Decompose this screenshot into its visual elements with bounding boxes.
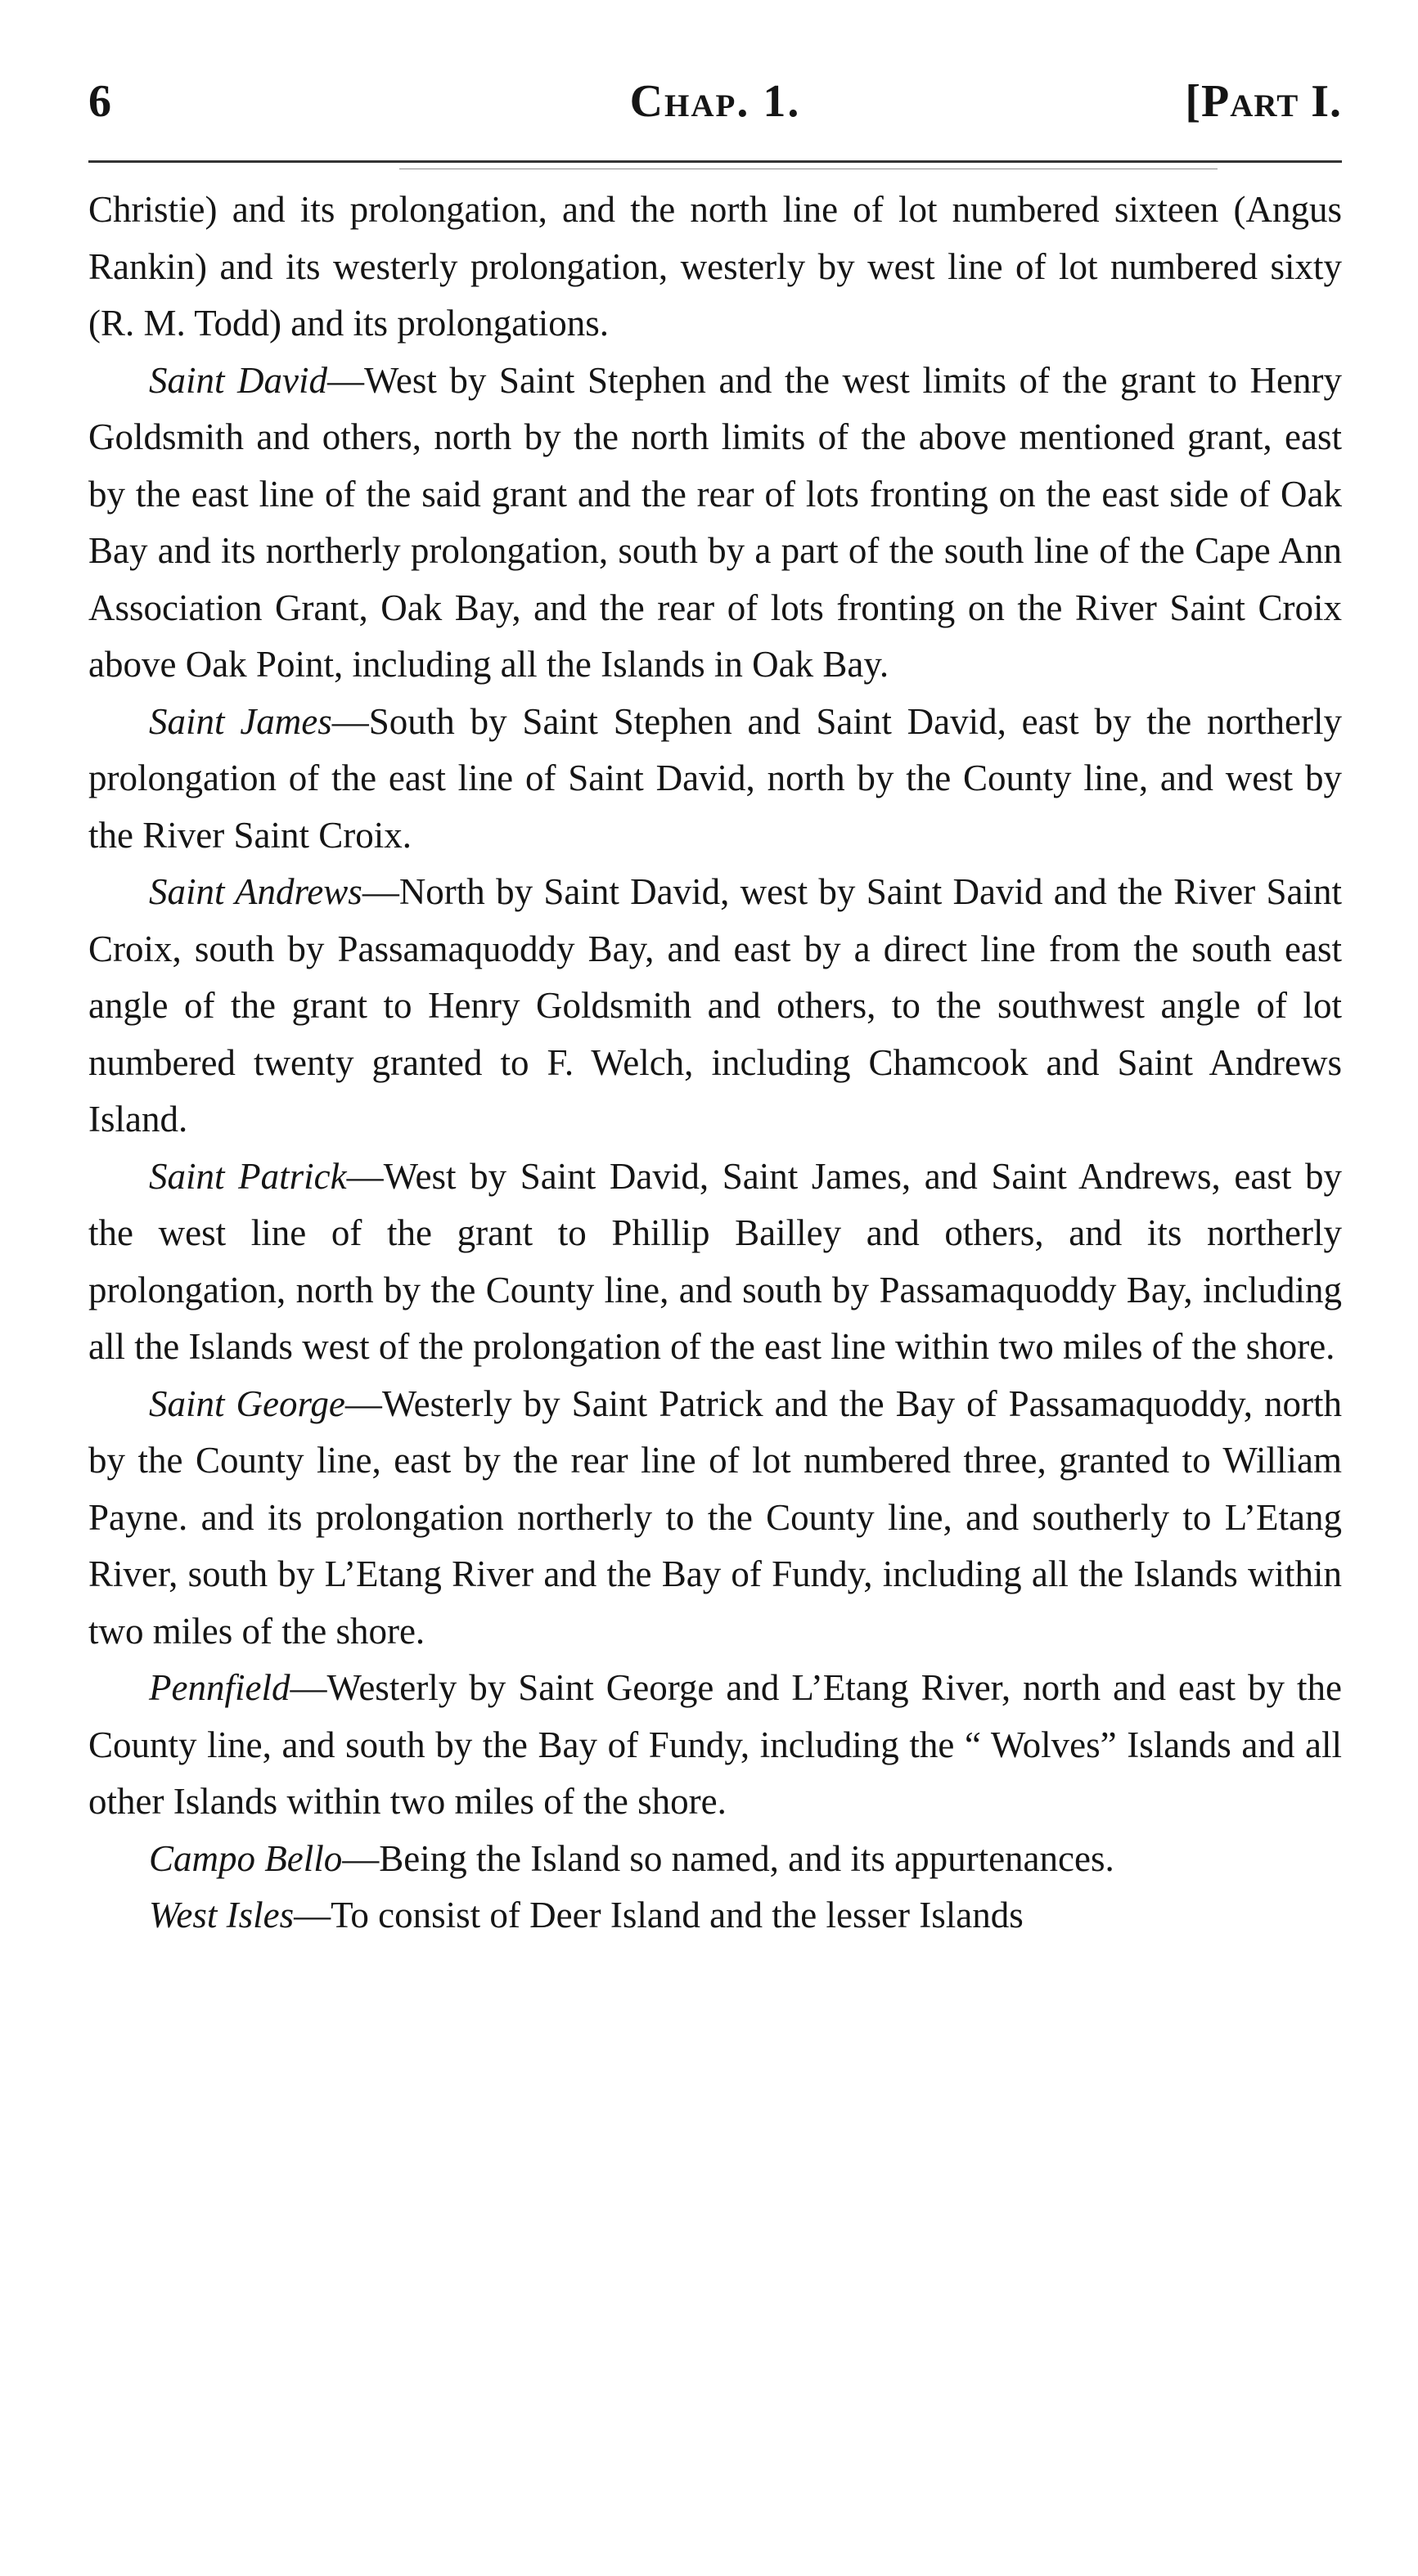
paragraph-saint-david (88, 353, 1342, 694)
running-header (88, 75, 1342, 149)
parish-name: Saint George (149, 1382, 345, 1424)
paragraph-text: —Westerly by Saint Patrick and the Bay of Passamaquoddy, north by the County line, east by the rear line of lot numbered three, granted to William Payne. and its prolongation northerly to the County line, and southerly to L’Etang River, south by L’Etang River and the Bay of Fundy, including all the Islands within two miles of the shore. (88, 1382, 1342, 1652)
parish-name: Campo Bello (149, 1837, 343, 1879)
part-heading: [Part I. (1185, 76, 1342, 127)
document-page (88, 0, 1342, 2576)
paragraph-campo-bello (88, 1831, 1342, 1888)
parish-name: Saint Andrews (149, 871, 362, 912)
paragraph-text: Christie) and its prolongation, and the north line of lot numbered sixteen (Angus Rankin) and its westerly prolongation, westerly by west line of lot numbered sixty (R. M. Todd) and its prolongations. (88, 189, 1342, 344)
chapter-heading: Chap. 1. (629, 76, 801, 127)
paragraph-saint-james (88, 694, 1342, 865)
paragraph-saint-andrews (88, 864, 1342, 1149)
paragraph-pennfield (88, 1660, 1342, 1831)
paragraph-continuation (88, 182, 1342, 353)
paragraph-text: —West by Saint Stephen and the west limits of the grant to Henry Goldsmith and others, north by the north limits of the above mentioned grant, east by the east line of the said grant and the rear of lots fronting on the east side of Oak Bay and its northerly prolongation, south by a part of the south line of the Cape Ann Association Grant, Oak Bay, and the rear of lots fronting on the River Saint Croix above Oak Point, including all the Islands in Oak Bay. (88, 359, 1342, 685)
parish-name: Pennfield (149, 1667, 290, 1708)
paragraph-saint-patrick (88, 1149, 1342, 1376)
header-rule (88, 160, 1342, 163)
parish-name: Saint David (149, 359, 328, 401)
paragraph-west-isles (88, 1887, 1342, 1944)
paragraph-text: —South by Saint Stephen and Saint David, east by the northerly prolongation of the east line of Saint David, north by the County line, and west by the River Saint Croix. (88, 700, 1342, 856)
paragraph-text: —To consist of Deer Island and the lesser Islands (294, 1895, 1024, 1935)
parish-name: Saint James (149, 700, 332, 742)
paragraph-saint-george (88, 1376, 1342, 1661)
paragraph-text: —North by Saint David, west by Saint David and the River Saint Croix, south by Passamaquoddy Bay, and east by a direct line from the south east angle of the grant to Henry Goldsmith and others, to the southwest angle of lot numbered twenty granted to F. Welch, including Chamcook and Saint Andrews Island. (88, 871, 1342, 1140)
paragraph-text: —West by Saint David, Saint James, and Saint Andrews, east by the west line of the grant to Phillip Bailley and others, and its northerly prolongation, north by the County line, and south by Passamaquoddy Bay, including all the Islands west of the prolongation of the east line within two miles of the shore. (88, 1155, 1342, 1367)
body-text (88, 182, 1342, 1944)
paragraph-text: —Being the Island so named, and its appurtenances. (342, 1837, 1114, 1879)
parish-name: West Isles (149, 1895, 295, 1935)
paragraph-text: —Westerly by Saint George and L’Etang River, north and east by the County line, and south by the Bay of Fundy, including the “ Wolves” Islands and all other Islands within two miles of the shore. (88, 1667, 1342, 1822)
page-number: 6 (88, 76, 111, 127)
parish-name: Saint Patrick (149, 1155, 347, 1197)
